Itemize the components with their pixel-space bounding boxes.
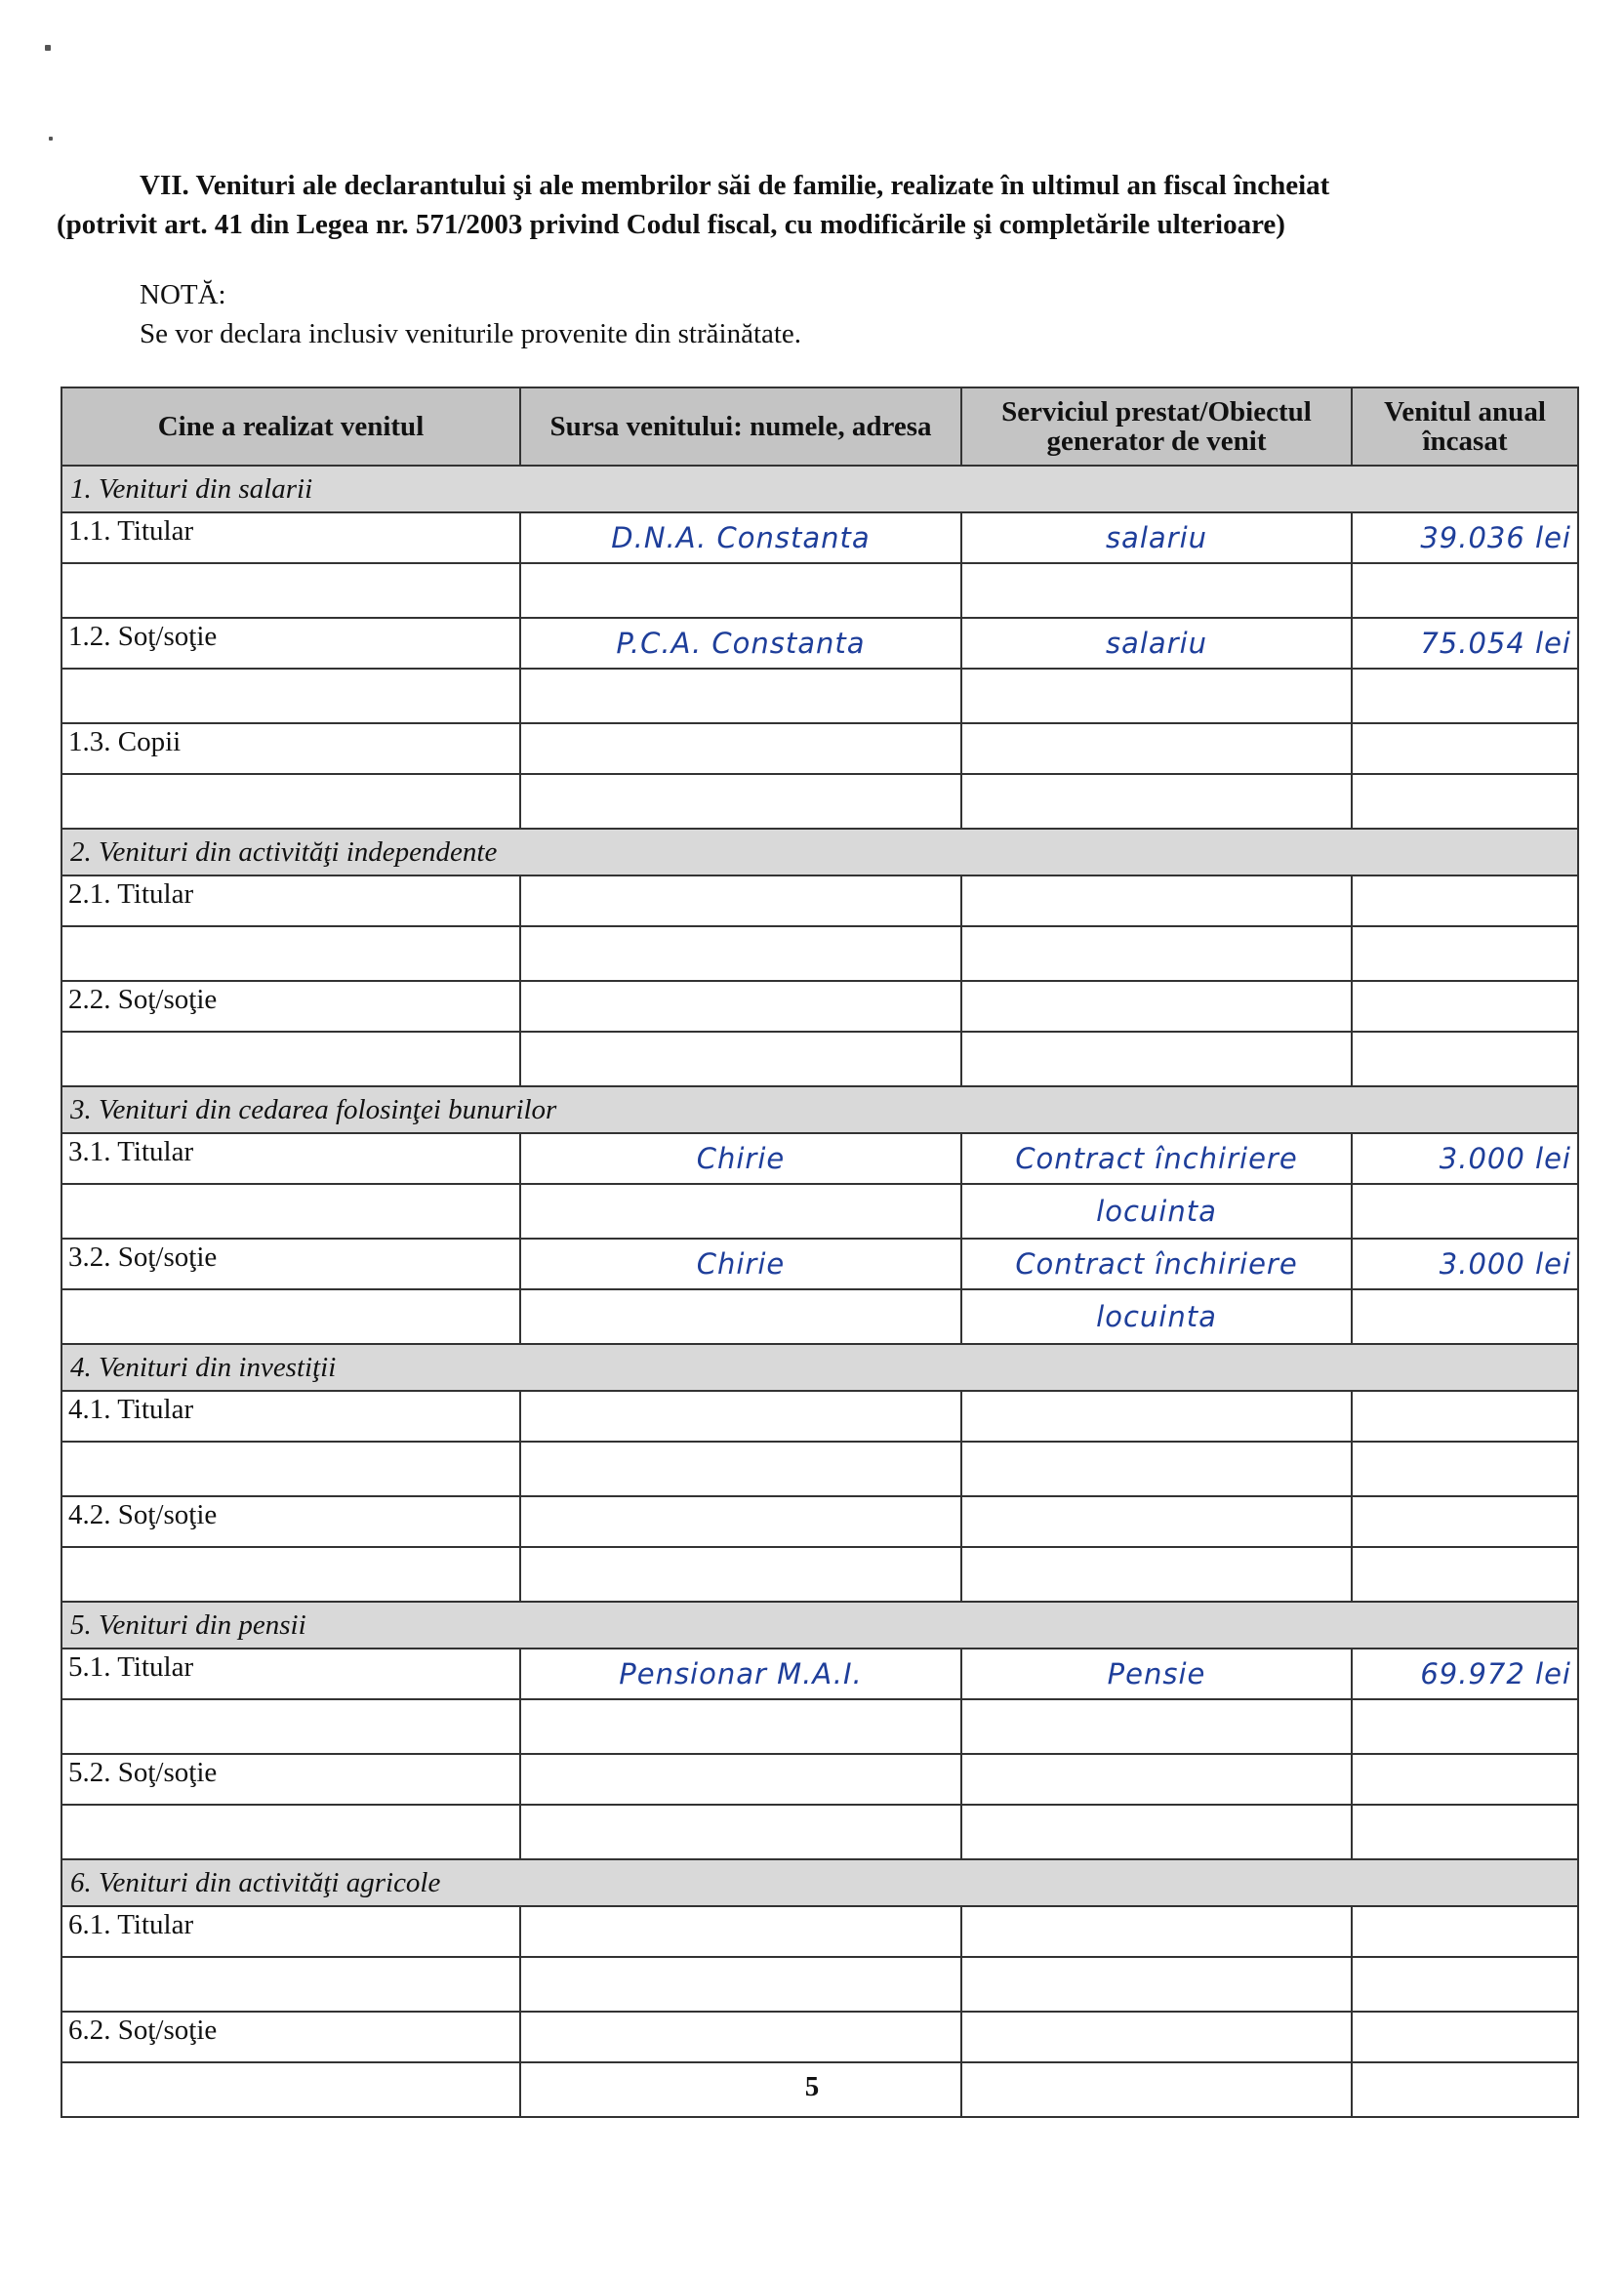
table-row (61, 563, 1578, 618)
service-field[interactable]: salariu (961, 512, 1352, 563)
row-label-blank (61, 1805, 520, 1859)
section-title: 4. Venituri din investiţii (61, 1344, 1578, 1391)
amount-field[interactable]: 3.000 lei (1352, 1133, 1578, 1184)
amount-field[interactable] (1352, 1032, 1578, 1086)
source-field[interactable] (520, 563, 961, 618)
note-text: Se vor declara inclusiv veniturile provenite din străinătate. (140, 318, 802, 349)
amount-field[interactable] (1352, 1699, 1578, 1754)
section-row (61, 1086, 1578, 1133)
row-label: 4.1. Titular (61, 1391, 520, 1442)
service-field[interactable] (961, 1699, 1352, 1754)
column-header: Sursa venitului: numele, adresa (520, 387, 961, 466)
amount-field[interactable] (1352, 1906, 1578, 1957)
service-field[interactable]: Pensie (961, 1649, 1352, 1699)
amount-field[interactable] (1352, 1957, 1578, 2012)
table-body (61, 466, 1578, 2117)
scan-speck (49, 137, 53, 141)
row-label-blank (61, 1699, 520, 1754)
scan-speck (45, 45, 51, 51)
row-label-blank (61, 926, 520, 981)
amount-field[interactable]: 75.054 lei (1352, 618, 1578, 669)
source-field[interactable]: Chirie (520, 1133, 961, 1184)
service-field[interactable] (961, 981, 1352, 1032)
table-row (61, 1496, 1578, 1547)
row-label: 3.2. Soţ/soţie (61, 1239, 520, 1289)
amount-field[interactable] (1352, 563, 1578, 618)
service-field[interactable] (961, 774, 1352, 829)
service-field[interactable] (961, 1442, 1352, 1496)
table-row (61, 1032, 1578, 1086)
table-row (61, 618, 1578, 669)
amount-field[interactable] (1352, 1391, 1578, 1442)
section-title: 1. Venituri din salarii (61, 466, 1578, 512)
amount-field[interactable] (1352, 981, 1578, 1032)
section-row (61, 1344, 1578, 1391)
source-field[interactable] (520, 926, 961, 981)
source-field[interactable] (520, 774, 961, 829)
row-label: 5.2. Soţ/soţie (61, 1754, 520, 1805)
table-row (61, 774, 1578, 829)
service-field[interactable] (961, 1754, 1352, 1805)
row-label: 1.3. Copii (61, 723, 520, 774)
row-label-blank (61, 669, 520, 723)
row-label: 1.2. Soţ/soţie (61, 618, 520, 669)
service-field[interactable] (961, 1547, 1352, 1602)
source-field[interactable] (520, 1032, 961, 1086)
source-field[interactable] (520, 723, 961, 774)
table-row (61, 1133, 1578, 1184)
table-row (61, 1649, 1578, 1699)
column-header: Venitul anual încasat (1352, 387, 1578, 466)
row-label-blank (61, 1547, 520, 1602)
source-field[interactable] (520, 1547, 961, 1602)
source-field[interactable] (520, 1184, 961, 1239)
source-field[interactable] (520, 981, 961, 1032)
row-label: 6.1. Titular (61, 1906, 520, 1957)
source-field[interactable] (520, 1957, 961, 2012)
table-row (61, 1754, 1578, 1805)
service-field[interactable] (961, 669, 1352, 723)
service-field[interactable] (961, 875, 1352, 926)
section-row (61, 466, 1578, 512)
row-label: 1.1. Titular (61, 512, 520, 563)
row-label-blank (61, 1032, 520, 1086)
service-field[interactable] (961, 1906, 1352, 1957)
amount-field[interactable]: 3.000 lei (1352, 1239, 1578, 1289)
section-row (61, 1859, 1578, 1906)
service-field[interactable] (961, 1032, 1352, 1086)
table-row (61, 1957, 1578, 2012)
source-field[interactable]: P.C.A. Constanta (520, 618, 961, 669)
row-label-blank (61, 1442, 520, 1496)
income-table (61, 387, 1579, 2118)
source-field[interactable] (520, 1496, 961, 1547)
heading-line-1: VII. Venituri ale declarantului şi ale membrilor săi de familie, realizate în ultimul an fiscal încheiat (140, 170, 1330, 201)
table-row (61, 669, 1578, 723)
amount-field[interactable] (1352, 926, 1578, 981)
row-label: 3.1. Titular (61, 1133, 520, 1184)
source-field[interactable] (520, 1699, 961, 1754)
source-field[interactable] (520, 2012, 961, 2062)
table-row (61, 1442, 1578, 1496)
row-label-blank (61, 1289, 520, 1344)
service-field[interactable] (961, 1496, 1352, 1547)
row-label: 6.2. Soţ/soţie (61, 2012, 520, 2062)
amount-field[interactable] (1352, 723, 1578, 774)
amount-field[interactable] (1352, 1547, 1578, 1602)
row-label-blank (61, 1184, 520, 1239)
table-row (61, 1906, 1578, 1957)
service-field[interactable] (961, 2012, 1352, 2062)
row-label-blank (61, 774, 520, 829)
column-header: Cine a realizat venitul (61, 387, 520, 466)
source-field[interactable]: D.N.A. Constanta (520, 512, 961, 563)
section-row (61, 829, 1578, 875)
section-title: 5. Venituri din pensii (61, 1602, 1578, 1649)
source-field[interactable] (520, 1391, 961, 1442)
table-row (61, 512, 1578, 563)
section-title: 6. Venituri din activităţi agricole (61, 1859, 1578, 1906)
row-label: 4.2. Soţ/soţie (61, 1496, 520, 1547)
page-number: 5 (804, 2071, 820, 2102)
amount-field[interactable] (1352, 1754, 1578, 1805)
source-field[interactable] (520, 669, 961, 723)
amount-field[interactable] (1352, 1442, 1578, 1496)
row-label: 2.1. Titular (61, 875, 520, 926)
table-row (61, 2012, 1578, 2062)
row-label: 5.1. Titular (61, 1649, 520, 1699)
service-field[interactable] (961, 926, 1352, 981)
table-row (61, 1184, 1578, 1239)
table-row (61, 1391, 1578, 1442)
amount-field[interactable] (1352, 1289, 1578, 1344)
service-field[interactable]: salariu (961, 618, 1352, 669)
column-header: Serviciul prestat/Obiectul generator de venit (961, 387, 1352, 466)
amount-field[interactable] (1352, 2012, 1578, 2062)
table-row (61, 926, 1578, 981)
source-field[interactable]: Chirie (520, 1239, 961, 1289)
table-row (61, 1239, 1578, 1289)
row-label: 2.2. Soţ/soţie (61, 981, 520, 1032)
row-label-blank (61, 1957, 520, 2012)
service-field[interactable] (961, 1957, 1352, 2012)
service-field[interactable]: Contract închiriere (961, 1133, 1352, 1184)
source-field[interactable] (520, 1754, 961, 1805)
section-heading (57, 166, 1589, 244)
amount-field[interactable] (1352, 774, 1578, 829)
amount-field[interactable] (1352, 875, 1578, 926)
amount-field[interactable]: 69.972 lei (1352, 1649, 1578, 1699)
table-row (61, 723, 1578, 774)
source-field[interactable] (520, 1906, 961, 1957)
table-row (61, 1699, 1578, 1754)
service-field[interactable]: Contract închiriere (961, 1239, 1352, 1289)
section-title: 3. Venituri din cedarea folosinţei bunurilor (61, 1086, 1578, 1133)
source-field[interactable]: Pensionar M.A.I. (520, 1649, 961, 1699)
amount-field[interactable] (1352, 1496, 1578, 1547)
amount-field[interactable] (1352, 1184, 1578, 1239)
source-field[interactable] (520, 875, 961, 926)
row-label-blank (61, 563, 520, 618)
table-row (61, 1289, 1578, 1344)
table-header-row (61, 387, 1578, 466)
note-label: NOTĂ: (140, 279, 226, 310)
source-field[interactable] (520, 1805, 961, 1859)
service-field[interactable]: locuinta (961, 1289, 1352, 1344)
amount-field[interactable] (1352, 669, 1578, 723)
service-field[interactable] (961, 563, 1352, 618)
amount-field[interactable] (1352, 1805, 1578, 1859)
note-block (140, 275, 801, 353)
table-row (61, 1805, 1578, 1859)
heading-line-2: (potrivit art. 41 din Legea nr. 571/2003 privind Codul fiscal, cu modificările şi completările ulterioare) (57, 209, 1285, 240)
source-field[interactable] (520, 1289, 961, 1344)
table-row (61, 875, 1578, 926)
section-row (61, 1602, 1578, 1649)
service-field[interactable] (961, 723, 1352, 774)
source-field[interactable] (520, 1442, 961, 1496)
table-row (61, 1547, 1578, 1602)
table-row (61, 981, 1578, 1032)
amount-field[interactable]: 39.036 lei (1352, 512, 1578, 563)
service-field[interactable] (961, 1391, 1352, 1442)
section-title: 2. Venituri din activităţi independente (61, 829, 1578, 875)
service-field[interactable]: locuinta (961, 1184, 1352, 1239)
service-field[interactable] (961, 1805, 1352, 1859)
